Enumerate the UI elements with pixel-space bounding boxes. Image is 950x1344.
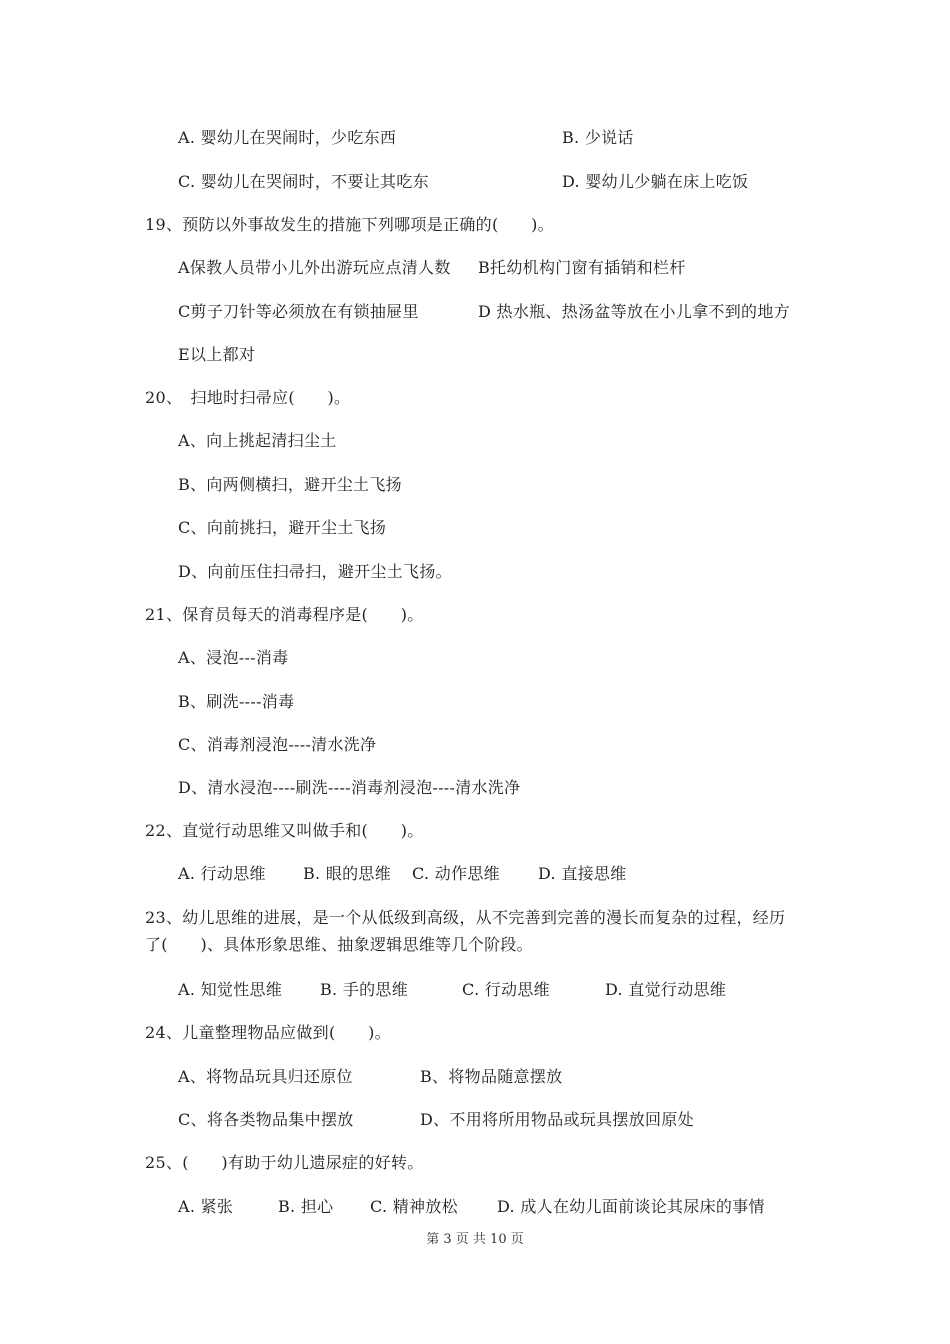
- q23-stem-line2: 了( )、具体形象思维、抽象逻辑思维等几个阶段。: [145, 935, 533, 954]
- q22-option-b: B. 眼的思维: [303, 864, 392, 883]
- q19-option-d: D 热水瓶、热汤盆等放在小儿拿不到的地方: [478, 302, 790, 321]
- q22-option-c: C. 动作思维: [412, 864, 500, 883]
- q23-option-a: A. 知觉性思维: [178, 980, 283, 999]
- q19-stem: 19、预防以外事故发生的措施下列哪项是正确的( )。: [145, 215, 554, 234]
- q18-option-a: A. 婴幼儿在哭闹时，少吃东西: [178, 128, 397, 147]
- q23-option-c: C. 行动思维: [462, 980, 550, 999]
- q24-option-a: A、将物品玩具归还原位: [178, 1067, 353, 1086]
- q22-option-d: D. 直接思维: [538, 864, 627, 883]
- page-number-footer: 第 3 页 共 10 页: [426, 1232, 524, 1247]
- q24-stem: 24、儿童整理物品应做到( )。: [145, 1023, 391, 1042]
- q23-option-d: D. 直觉行动思维: [605, 980, 727, 999]
- q22-stem: 22、直觉行动思维又叫做手和( )。: [145, 821, 424, 840]
- q20-option-c: C、向前挑扫，避开尘土飞扬: [178, 518, 387, 537]
- q20-option-a: A、向上挑起清扫尘土: [178, 431, 337, 450]
- q18-option-b: B. 少说话: [562, 128, 634, 147]
- q25-option-c: C. 精神放松: [370, 1197, 458, 1216]
- q20-stem: 20、 扫地时扫帚应( )。: [145, 388, 351, 407]
- q18-option-c: C. 婴幼儿在哭闹时，不要让其吃东: [178, 172, 429, 191]
- q21-stem: 21、保育员每天的消毒程序是( )。: [145, 605, 424, 624]
- q25-option-a: A. 紧张: [178, 1197, 234, 1216]
- q19-option-b: B托幼机构门窗有插销和栏杆: [478, 258, 686, 277]
- q18-option-d: D. 婴幼儿少躺在床上吃饭: [562, 172, 749, 191]
- q21-option-c: C、消毒剂浸泡----清水洗净: [178, 735, 377, 754]
- q25-option-d: D. 成人在幼儿面前谈论其尿床的事情: [497, 1197, 765, 1216]
- q24-option-c: C、将各类物品集中摆放: [178, 1110, 354, 1129]
- q19-option-c: C剪子刀针等必须放在有锁抽屉里: [178, 302, 419, 321]
- q23-stem-line1: 23、幼儿思维的进展，是一个从低级到高级，从不完善到完善的漫长而复杂的过程，经历: [145, 908, 786, 927]
- q21-option-b: B、刷洗----消毒: [178, 692, 295, 711]
- q20-option-b: B、向两侧横扫，避开尘土飞扬: [178, 475, 402, 494]
- q19-option-e: E以上都对: [178, 345, 256, 364]
- q21-option-d: D、清水浸泡----刷洗----消毒剂浸泡----清水洗净: [178, 778, 521, 797]
- q25-option-b: B. 担心: [278, 1197, 334, 1216]
- q24-option-b: B、将物品随意摆放: [420, 1067, 563, 1086]
- q24-option-d: D、不用将所用物品或玩具摆放回原处: [420, 1110, 694, 1129]
- q23-option-b: B. 手的思维: [320, 980, 409, 999]
- q25-stem: 25、( )有助于幼儿遗尿症的好转。: [145, 1153, 424, 1172]
- q21-option-a: A、浸泡---消毒: [178, 648, 289, 667]
- q20-option-d: D、向前压住扫帚扫，避开尘土飞扬。: [178, 562, 452, 581]
- q19-option-a: A保教人员带小儿外出游玩应点清人数: [178, 258, 451, 277]
- q22-option-a: A. 行动思维: [178, 864, 266, 883]
